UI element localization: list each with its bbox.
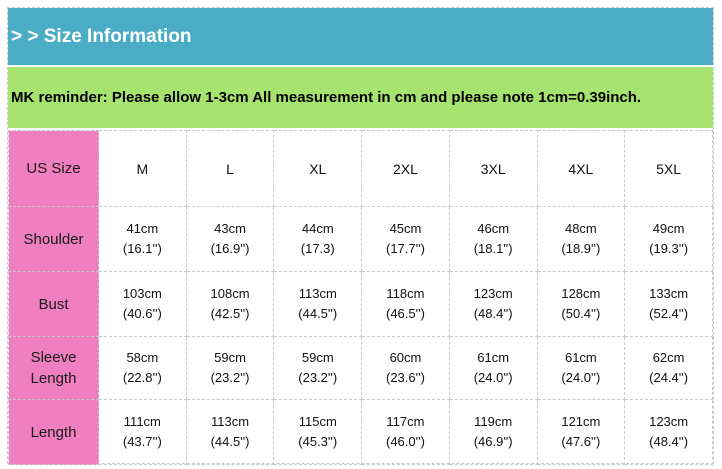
size-column-header: XL bbox=[274, 131, 362, 207]
measurement-cell: 48cm (18.9'') bbox=[537, 207, 625, 272]
measurement-cell: 128cm (50.4'') bbox=[537, 272, 625, 337]
size-column-header: M bbox=[99, 131, 187, 207]
size-column-header: L bbox=[186, 131, 274, 207]
shoulder-label: Shoulder bbox=[9, 207, 99, 272]
measurement-cell: 59cm (23.2'') bbox=[274, 337, 362, 400]
measurement-cell: 41cm (16.1'') bbox=[99, 207, 187, 272]
us-size-label: US Size bbox=[9, 131, 99, 207]
bust-row bbox=[9, 272, 713, 337]
shoulder-row bbox=[9, 207, 713, 272]
size-table bbox=[8, 130, 713, 465]
measurement-cell: 121cm (47.6'') bbox=[537, 400, 625, 465]
measurement-cell: 119cm (46.9'') bbox=[449, 400, 537, 465]
length-label: Length bbox=[9, 400, 99, 465]
measurement-cell: 60cm (23.6'') bbox=[362, 337, 450, 400]
measurement-cell: 108cm (42.5'') bbox=[186, 272, 274, 337]
size-column-header: 5XL bbox=[625, 131, 713, 207]
measurement-cell: 115cm (45.3'') bbox=[274, 400, 362, 465]
size-information-title: > > Size Information bbox=[8, 8, 713, 65]
measurement-cell: 103cm (40.6'') bbox=[99, 272, 187, 337]
measurement-cell: 44cm (17.3) bbox=[274, 207, 362, 272]
measurement-cell: 43cm (16.9'') bbox=[186, 207, 274, 272]
measurement-cell: 62cm (24.4'') bbox=[625, 337, 713, 400]
measurement-cell: 59cm (23.2'') bbox=[186, 337, 274, 400]
measurement-cell: 111cm (43.7'') bbox=[99, 400, 187, 465]
size-column-header: 2XL bbox=[362, 131, 450, 207]
sleeve-length-label: Sleeve Length bbox=[9, 337, 99, 400]
measurement-cell: 113cm (44.5'') bbox=[274, 272, 362, 337]
bust-label: Bust bbox=[9, 272, 99, 337]
measurement-cell: 133cm (52.4'') bbox=[625, 272, 713, 337]
measurement-reminder: MK reminder: Please allow 1-3cm All measurement in cm and please note 1cm=0.39inch. bbox=[8, 67, 713, 128]
measurement-cell: 123cm (48.4'') bbox=[449, 272, 537, 337]
measurement-cell: 118cm (46.5'') bbox=[362, 272, 450, 337]
measurement-cell: 49cm (19.3'') bbox=[625, 207, 713, 272]
measurement-cell: 117cm (46.0'') bbox=[362, 400, 450, 465]
measurement-cell: 61cm (24.0'') bbox=[449, 337, 537, 400]
measurement-cell: 123cm (48.4'') bbox=[625, 400, 713, 465]
sleeve-length-row bbox=[9, 337, 713, 400]
measurement-cell: 113cm (44.5'') bbox=[186, 400, 274, 465]
size-header-row bbox=[9, 131, 713, 207]
length-row bbox=[9, 400, 713, 465]
measurement-cell: 46cm (18.1'') bbox=[449, 207, 537, 272]
measurement-cell: 58cm (22.8'') bbox=[99, 337, 187, 400]
size-column-header: 3XL bbox=[449, 131, 537, 207]
measurement-cell: 61cm (24.0'') bbox=[537, 337, 625, 400]
size-column-header: 4XL bbox=[537, 131, 625, 207]
measurement-cell: 45cm (17.7'') bbox=[362, 207, 450, 272]
